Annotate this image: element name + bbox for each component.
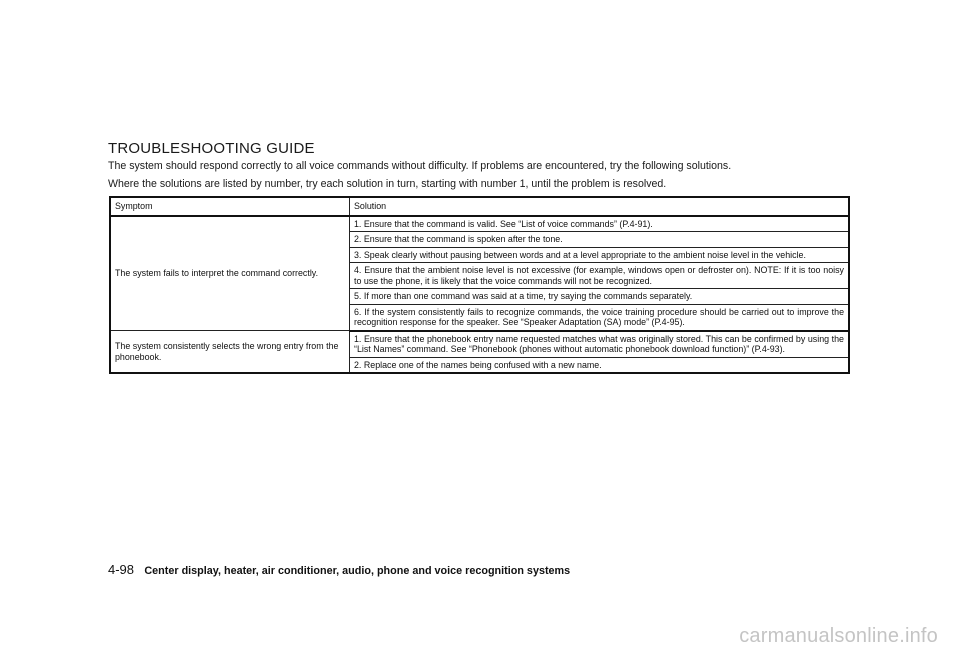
symptom-cell: The system fails to interpret the command correctly. <box>110 216 350 331</box>
solution-cell: 4. Ensure that the ambient noise level is not excessive (for example, windows open or defroster on). NOTE: If it is too noisy to use the phone, it is likely that the voice commands will not be recognized. <box>350 263 850 289</box>
solution-cell: 2. Replace one of the names being confused with a new name. <box>350 357 850 373</box>
watermark: carmanualsonline.info <box>739 625 938 647</box>
column-header-symptom: Symptom <box>110 197 350 216</box>
page-footer <box>108 562 570 577</box>
page-number: 4-98 <box>108 562 135 577</box>
solution-cell: 1. Ensure that the phonebook entry name requested matches what was originally stored. This can be confirmed by using the “List Names” command. See “Phonebook (phones without automatic phonebook download function)” (P.4-93). <box>350 331 850 358</box>
symptom-cell: The system consistently selects the wrong entry from the phonebook. <box>110 331 350 374</box>
intro-paragraph: The system should respond correctly to all voice commands without difficulty. If problems are encountered, try the following solutions. <box>108 160 732 172</box>
table-header-row <box>110 197 849 216</box>
solution-cell: 1. Ensure that the command is valid. See “List of voice commands” (P.4-91). <box>350 216 850 232</box>
page-heading: TROUBLESHOOTING GUIDE <box>108 140 315 157</box>
solution-cell: 5. If more than one command was said at a time, try saying the commands separately. <box>350 289 850 305</box>
table-row <box>110 216 849 232</box>
section-title: Center display, heater, air conditioner, audio, phone and voice recognition systems <box>144 565 571 577</box>
solution-cell: 2. Ensure that the command is spoken after the tone. <box>350 232 850 248</box>
table-row <box>110 331 849 358</box>
troubleshooting-table <box>109 196 850 374</box>
solution-cell: 6. If the system consistently fails to recognize commands, the voice training procedure should be carried out to improve the recognition response for the speaker. See “Speaker Adaptation (SA) mode” (P.4-95). <box>350 304 850 331</box>
intro-paragraph: Where the solutions are listed by number, try each solution in turn, starting with number 1, until the problem is resolved. <box>108 178 667 190</box>
solution-cell: 3. Speak clearly without pausing between words and at a level appropriate to the ambient noise level in the vehicle. <box>350 247 850 263</box>
column-header-solution: Solution <box>350 197 850 216</box>
